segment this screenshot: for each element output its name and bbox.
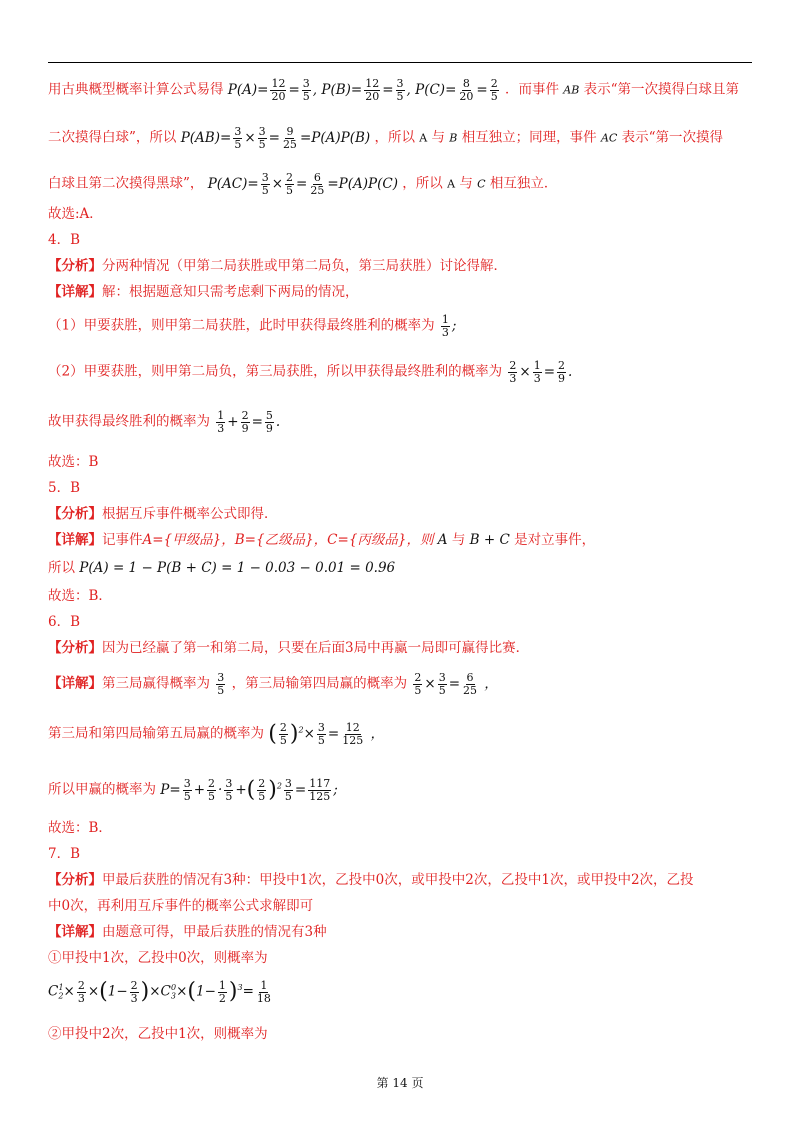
q3-formula-1: P(A)= $\frac{12}{20}$ = $\frac{3}{5}$ , P(B)= $\frac{12}{20}$ = $\frac{3}{5}$ , P(C)= $\frac{8}{20}$ = $\frac{2}{5}$	[227, 77, 498, 103]
q5-detail-text: 记事件	[102, 532, 143, 548]
q6-detail: 【详解】第三局赢得概率为 $\frac{3}{5}$ ，第三局输第四局赢的概率为 $\frac{2}{5}$ × $\frac{3}{5}$ = $\frac{6}{25}$ ，	[48, 671, 498, 697]
q5-event-b: B={乙级品}，	[234, 532, 328, 548]
q3-answer: 故选:A．	[48, 206, 103, 222]
q4-case-1-text: （1）甲要获胜，则甲第二局获胜，此时甲获得最终胜利的概率为	[48, 317, 435, 334]
detail-tag: 【详解】	[48, 675, 102, 692]
q5-so: 所以	[48, 560, 75, 576]
analysis-tag: 【分析】	[48, 640, 102, 656]
detail-text: 由题意可得，甲最后获胜的情况有3种	[102, 924, 327, 940]
q7-detail	[48, 926, 327, 940]
q5-number: 5．B	[48, 480, 81, 496]
q4-total-text: 故甲获得最终胜利的概率为	[48, 413, 210, 430]
q3-text: ．而事件	[505, 81, 559, 98]
q7-case-1: ①甲投中1次，乙投中0次，则概率为	[48, 950, 268, 966]
q3-text: 相互独立；同理，事件	[461, 129, 597, 146]
q6-answer: 故选：B．	[48, 820, 112, 836]
q5-event-a: A={甲级品}，	[142, 532, 235, 548]
q6-line-3: 第三局和第四局输第五局赢的概率为 ( $\frac{2}{5}$ )$^2$× $\frac{3}{5}$ = $\frac{12}{125}$ ，	[48, 721, 384, 747]
detail-tag: 【详解】	[48, 924, 102, 940]
q3-text: 表示“第一次摸得白球且第	[583, 81, 740, 98]
analysis-tag: 【分析】	[48, 258, 102, 274]
q3-line-2: 二次摸得白球”，所以 P(AB)= $\frac{3}{5}$ × $\frac{3}{5}$ = $\frac{9}{25}$ =P(A)P(B) ，所以 A 与 B 相互独立；同理，事件 AC 表示“第一次摸得	[48, 125, 724, 151]
q5-analysis	[48, 508, 278, 522]
q7-case-1-formula: $C_2^1\times$ $\frac{2}{3}$ ×(1− $\frac{2}{3}$ )$\times C_3^0\times(1-$ $\frac{1}{2}$ )$^3$= $\frac{1}{18}$	[48, 979, 271, 1005]
q4-analysis	[48, 260, 507, 274]
q5-text: 是对立事件，	[514, 532, 596, 548]
q4-number: 4．B	[48, 232, 81, 248]
q7-case-2: ②甲投中2次，乙投中1次，则概率为	[48, 1026, 268, 1042]
q5-text: 与	[451, 532, 466, 548]
analysis-text: 因为已经赢了第一和第二局，只要在后面3局中再赢一局即可赢得比赛．	[102, 640, 530, 656]
q5-detail: 【详解】记事件A={甲级品}，B={乙级品}，C={丙级品}，则 A 与 B + C 是对立事件，	[48, 532, 596, 548]
q3-text: 二次摸得白球”，所以	[48, 129, 177, 146]
q4-case-2: （2）甲要获胜，则甲第二局负，第三局获胜，所以甲获得最终胜利的概率为 $\frac{2}{3}$ × $\frac{1}{3}$ = $\frac{2}{9}$ .	[48, 359, 573, 385]
detail-tag: 【详解】	[48, 532, 102, 548]
q5-formula: P(A) = 1 − P(B + C) = 1 − 0.03 − 0.01 = 0.96	[79, 560, 396, 576]
q3-text: 表示“第一次摸得	[621, 129, 724, 146]
q5-event-c: C={丙级品}，则	[327, 532, 434, 548]
q5-formula-line	[48, 562, 395, 576]
analysis-tag: 【分析】	[48, 872, 102, 888]
q7-number: 7．B	[48, 846, 81, 862]
q4-case-1: （1）甲要获胜，则甲第二局获胜，此时甲获得最终胜利的概率为 $\frac{1}{3}$ ;	[48, 313, 457, 339]
q6-line-4: 所以甲赢的概率为 P= $\frac{3}{5}$ + $\frac{2}{5}$ · $\frac{3}{5}$ +( $\frac{2}{5}$ )$^2$ $\frac{3}{5}$ = $\frac{117}{125}$ ;	[48, 777, 338, 803]
q6-line-4-text: 所以甲赢的概率为	[48, 781, 156, 798]
page-footer: 第 14 页	[376, 1076, 424, 1090]
q7-analysis-1	[48, 874, 694, 888]
q3-formula-3: P(AC)= $\frac{3}{5}$ × $\frac{2}{5}$ = $\frac{6}{25}$ =P(A)P(C)	[207, 171, 398, 197]
q4-answer: 故选：B	[48, 454, 99, 470]
q4-case-2-text: （2）甲要获胜，则甲第二局负，第三局获胜，所以甲获得最终胜利的概率为	[48, 363, 503, 380]
q6-analysis	[48, 642, 529, 656]
q4-total: 故甲获得最终胜利的概率为 $\frac{1}{3}$ + $\frac{2}{9}$ = $\frac{5}{9}$ .	[48, 409, 281, 435]
q3-line-1: 用古典概型概率计算公式易得 P(A)= $\frac{12}{20}$ = $\frac{3}{5}$ , P(B)= $\frac{12}{20}$ = $\frac{3}{5}$ , P(C)= $\frac{8}{20}$ = $\frac{2}{5}$ ．而事件 AB 表示“第一次摸得白球且第	[48, 77, 740, 103]
q7-analysis-2: 中0次，再利用互斥事件的概率公式求解即可	[48, 898, 314, 914]
q3-text: 与	[431, 129, 445, 146]
q3-formula-2: P(AB)= $\frac{3}{5}$ × $\frac{3}{5}$ = $\frac{9}{25}$ =P(A)P(B)	[180, 125, 371, 151]
q6-detail-a: 第三局赢得概率为	[102, 675, 210, 692]
detail-tag: 【详解】	[48, 284, 102, 300]
analysis-tag: 【分析】	[48, 506, 102, 522]
q5-answer: 故选：B．	[48, 588, 112, 604]
q3-text: 用古典概型概率计算公式易得	[48, 81, 224, 98]
q3-text: 白球且第二次摸得黑球”，	[48, 175, 204, 192]
q6-number: 6．B	[48, 614, 81, 630]
q6-detail-b: ，第三局输第四局赢的概率为	[231, 675, 408, 692]
q3-text: ，所以	[374, 129, 415, 146]
q4-detail	[48, 286, 359, 300]
q6-line-3-text: 第三局和第四局输第五局赢的概率为	[48, 725, 264, 742]
q3-text: 与	[459, 175, 473, 192]
q3-text: 相互独立．	[489, 175, 558, 192]
analysis-text: 根据互斥事件概率公式即得．	[102, 506, 278, 522]
q3-text: ，所以	[402, 175, 443, 192]
analysis-text: 分两种情况（甲第二局获胜或甲第二局负，第三局获胜）讨论得解．	[102, 258, 507, 274]
detail-text: 解：根据题意知只需考虑剩下两局的情况，	[102, 284, 359, 300]
q3-line-3: 白球且第二次摸得黑球”， P(AC)= $\frac{3}{5}$ × $\frac{2}{5}$ = $\frac{6}{25}$ =P(A)P(C) ，所以 A 与 C 相互独立．	[48, 171, 558, 197]
header-rule	[48, 62, 752, 63]
analysis-text: 甲最后获胜的情况有3种：甲投中1次，乙投中0次，或甲投中2次，乙投中1次，或甲投中2次，乙投	[102, 872, 694, 888]
